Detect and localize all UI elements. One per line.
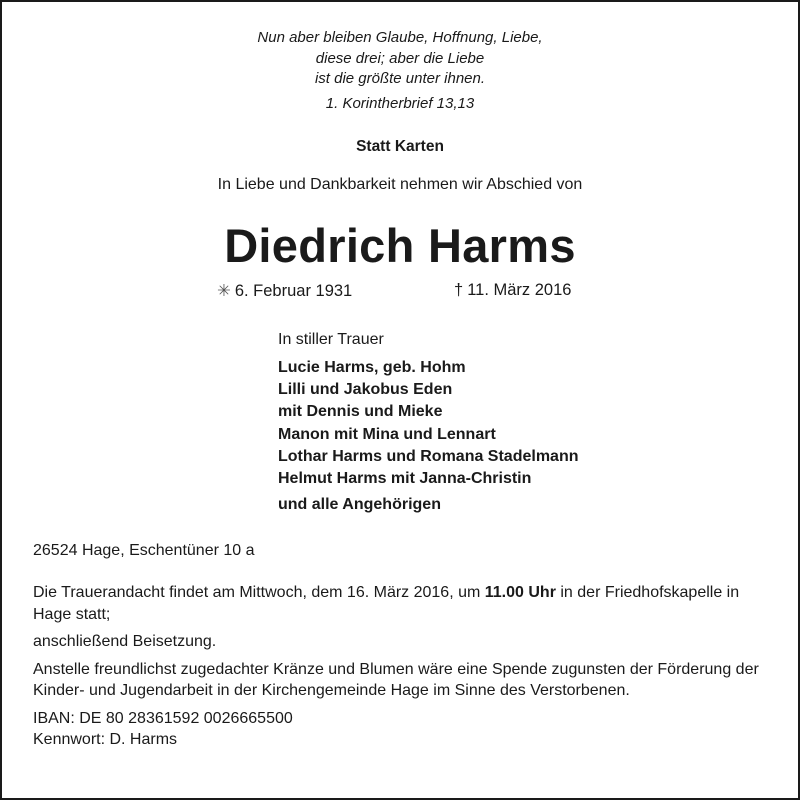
mourners-closing: und alle Angehörigen (278, 496, 441, 514)
verse-line: Nun aber bleiben Glaube, Hoffnung, Liebe, (257, 29, 543, 46)
deceased-name: Diedrich Harms (224, 219, 576, 272)
service-details (33, 582, 768, 751)
verse-line: ist die größte unter ihnen. (314, 70, 486, 87)
service-text-after: in der Friedhofskapelle in Hage statt; (33, 584, 740, 623)
mourners-list (278, 357, 579, 516)
donation-request: Anstelle freundlichst zugedachter Kränze und Blumen wäre eine Spende zugunsten der Förderung der Kinder- und Jugendarbeit in der Kirchengemeinde Hage im Sinne des Verstorbenen. (33, 660, 759, 699)
mourning-label: In stiller Trauer (278, 331, 384, 348)
farewell-intro: In Liebe und Dankbarkeit nehmen wir Abschied von (217, 176, 583, 193)
iban: IBAN: DE 80 28361592 0026665500 (33, 709, 293, 727)
birth-date: 6. Februar 1931 (234, 282, 353, 300)
death-cross-icon: † (454, 281, 464, 299)
statt-karten-heading: Statt Karten (356, 138, 444, 155)
bible-verse (2, 28, 798, 114)
verse-reference: 1. Korintherbrief 13,13 (325, 94, 475, 112)
service-time: 11.00 Uhr (484, 584, 556, 601)
kennwort: Kennwort: D. Harms (33, 731, 178, 748)
mourner-entry: Manon mit Mina und Lennart (278, 425, 496, 443)
mourner-entry: Lothar Harms und Romana Stadelmann (278, 447, 579, 465)
verse-line: diese drei; aber die Liebe (315, 49, 485, 67)
mourner-entry: Lucie Harms, geb. Hohm (278, 359, 466, 376)
service-announcement (33, 582, 768, 625)
family-address: 26524 Hage, Eschentüner 10 a (33, 542, 255, 559)
mourner-entry: Lilli und Jakobus Eden (278, 381, 453, 399)
mourner-entry: mit Dennis und Mieke (278, 403, 443, 421)
service-text-before: Die Trauerandacht findet am Mittwoch, dem 16. März 2016, um (33, 584, 485, 601)
birth-star-icon: ✳ (217, 282, 231, 300)
death-date: 11. März 2016 (467, 281, 572, 299)
birth-date-line (217, 281, 352, 301)
burial-note: anschließend Beisetzung. (33, 633, 217, 650)
mourner-entry: Helmut Harms mit Janna-Christin (278, 470, 532, 488)
death-date-line (454, 281, 571, 300)
